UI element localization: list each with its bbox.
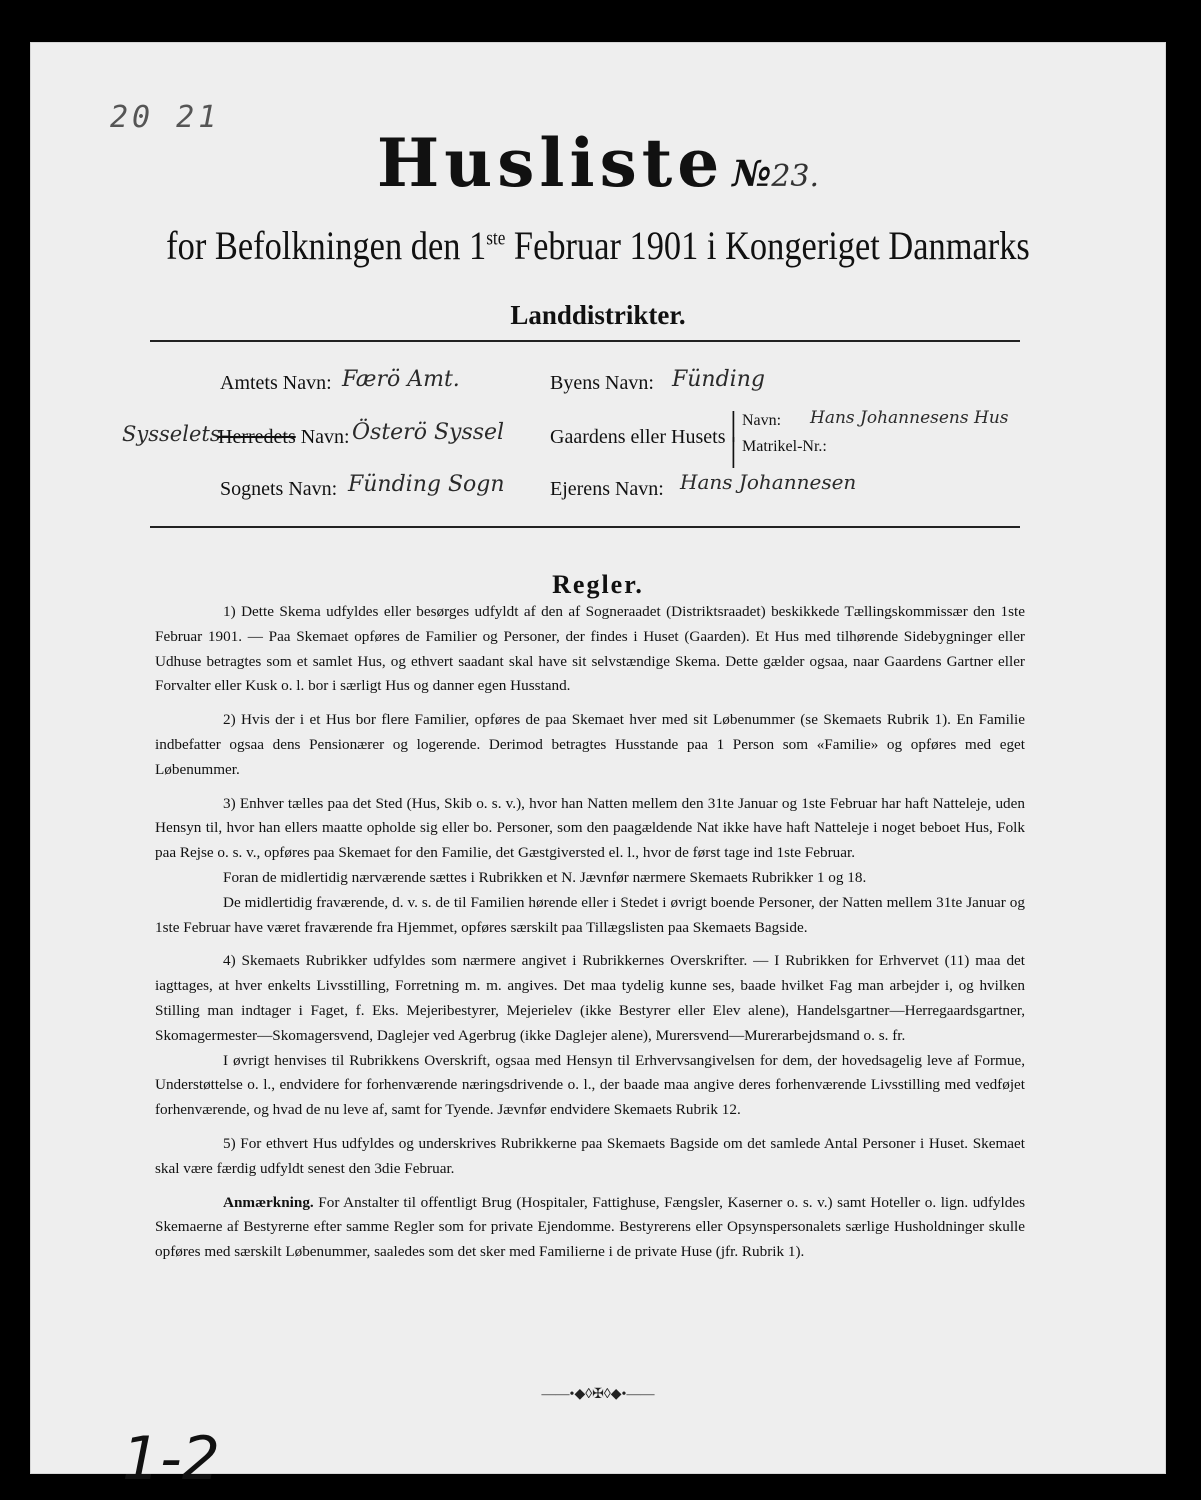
note-paragraph (155, 1191, 1025, 1265)
top-divider (150, 340, 1020, 342)
subtitle-text-rest: Februar 1901 i Kongeriget Danmarks (505, 223, 1030, 268)
list-number: 23. (771, 159, 820, 194)
syssel-handwritten: Sysselets (122, 422, 221, 446)
ornament-divider: ——•◆◊✠◊◆•—— (541, 1387, 655, 1402)
herred-label-rest: Navn: (295, 426, 350, 448)
rule-paragraph: 3) Enhver tælles paa det Sted (Hus, Skib o. s. v.), hvor han Natten mellem den 31te Januar og 1ste Februar har haft Natteleje, uden Hensyn til, hvor han ellers maatte opholde sig eller bo. Personer, som den paagældende Nat ikke have haft Natteleje i noget beboet Hus, Folk paa Rejse o. s. v., opføres paa Skemaet for den Familie, det Gæstgiversted el. l., hvor de først tage ind 1ste Februar. (155, 794, 1025, 862)
sogn-label: Sognets Navn: (220, 478, 338, 500)
bracket-lower: | (730, 432, 737, 469)
note-label: Anmærkning. (223, 1193, 314, 1211)
subtitle-sup: ste (486, 227, 506, 250)
subtitle (110, 222, 1087, 269)
herred-value: Österö Syssel (352, 420, 505, 445)
ejer-label: Ejerens Navn: (550, 478, 664, 500)
corner-number: 20 21 (110, 100, 221, 135)
rule-paragraph: 4) Skemaets Rubrikker udfyldes som nærmere angivet i Rubrikkernes Overskrifter. — I Rubrikken for Erhvervet (11) maa det iagttages, at hver enkelts Livsstilling, Forretning m. m. angives. Det maa tydelig kunne ses, baade hvilket Fag man arbejder i, og hvilken Stilling man indtager i Faget, f. Eks. Mejeribestyrer, Mejerielev (ikke Bestyrer eller Elev alene), Handelsgartner—Herregaardsgartner, Skomagermester—Skomagersvend, Daglejer ved Agerbrug (ikke Daglejer alene), Murersvend—Murerarbejdsmand o. s. fr. (155, 952, 1025, 1044)
ejer-value: Hans Johannesen (680, 470, 857, 494)
rules-heading: Regler. (552, 570, 644, 599)
amt-value: Færö Amt. (342, 367, 460, 392)
rule-paragraph: De midlertidig fraværende, d. v. s. de til Familien hørende eller i Stedet i øvrigt boende Personer, der Natten mellem 31te Januar og 1ste Februar have været fraværende fra Hjemmet, opføres særskilt paa Tillægslisten paa Skemaets Bagside. (155, 893, 1025, 936)
subtitle-district: Landdistrikter. (510, 300, 686, 330)
title-block (30, 124, 1166, 202)
byens-label: Byens Navn: (550, 372, 654, 394)
bottom-handwritten: 1-2 (122, 1424, 220, 1494)
sogn-value: Fünding Sogn (348, 472, 505, 497)
number-sign: № (732, 153, 772, 195)
bracket: | (730, 406, 737, 443)
byens-value: Fünding (672, 367, 765, 392)
title-text: Husliste (376, 124, 725, 202)
rule-paragraph: 2) Hvis der i et Hus bor flere Familier, opføres de paa Skemaet hver med sit Løbenummer (se Skemaets Rubrik 1). En Familie indbefatter ogsaa dens Pensionærer og logerende. Derimod betragtes Husstande paa 1 Person som «Familie» og opføres med eget Løbenummer. (155, 711, 1025, 778)
herred-label-struck: Herredets (218, 426, 296, 448)
note-text: For Anstalter til offentligt Brug (Hospitaler, Fattighuse, Fængsler, Kaserner o. s. v.) samt Hoteller o. lign. udfyldes Skemaerne af Bestyrerne efter samme Regler som for private Ejendomme. Bestyrerens eller Opsynspersonalets særlige Husholdninger skulle opføres med særskilt Løbenummer, saaledes som det sker med Familierne i de private Huse (jfr. Rubrik 1). (155, 1193, 1025, 1261)
subtitle-text: for Befolkningen den 1 (166, 223, 487, 268)
gaard-label: Gaardens eller Husets (550, 426, 726, 448)
census-form-page (30, 42, 1166, 1494)
page-title (377, 124, 819, 202)
rule-paragraph: 5) For ethvert Hus udfyldes og underskrives Rubrikkerne paa Skemaets Bagside om det samlede Antal Personer i Huset. Skemaet skal være færdig udfyldt senest den 3die Februar. (155, 1134, 1025, 1177)
herred-label (218, 426, 350, 449)
rule-paragraph: Foran de midlertidig nærværende sættes i Rubrikken et N. Jævnfør nærmere Skemaets Rubrikker 1 og 18. (223, 868, 867, 886)
amt-label: Amtets Navn: (220, 372, 332, 394)
navn-value: Hans Johannesens Hus (810, 408, 1009, 428)
rule-paragraph: I øvrigt henvises til Rubrikkens Overskrift, ogsaa med Hensyn til Erhvervsangivelsen for dem, der hovedsagelig leve af Formue, Understøttelse o. l., endvidere for forhenværende næringsdrivende o. l., der baade maa angive deres forhenværende Livsstilling med vedføjet forhenværende, og hvad de nu leve af, samt for Tyende. Jævnfør endvidere Skemaets Rubrik 12. (155, 1051, 1025, 1119)
rules-body (155, 600, 1025, 1274)
navn-label: Navn: (742, 412, 782, 429)
matrikel-label: Matrikel-Nr.: (742, 438, 827, 455)
middle-divider (150, 526, 1020, 528)
rule-paragraph: 1) Dette Skema udfyldes eller besørges udfyldt af den af Sogneraadet (Distriktsraadet) beskikkede Tællingskommissær den 1ste Februar 1901. — Paa Skemaet opføres de Familier og Personer, der findes i Huset (Gaarden). Et Hus med tilhørende Sidebygninger eller Udhuse betragtes som et samlet Hus, og ethvert saadant skal have sit selvstændige Skema. Dette gælder ogsaa, naar Gaardens Gartner eller Forvalter eller Kusk o. l. bor i særligt Hus og danner egen Husstand. (155, 603, 1025, 695)
